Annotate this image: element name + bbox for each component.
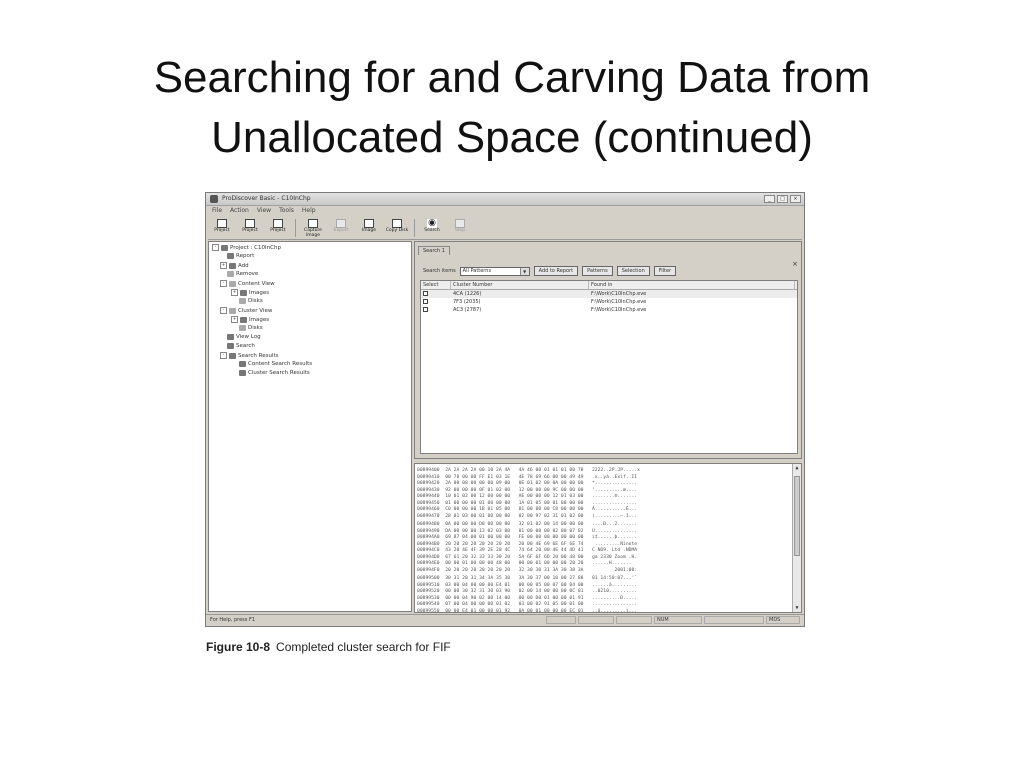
hex-block: 00899480 0A 00 00 00 D0 00 00 00 32 01 02 00 14 00 00 00 ....Ð...2....... 00899490 DA 00 00 00 13 02 03 00 01 00 00 00 02 00 07 02 Ú............... 008994A0 69 87 04 00 01 00 00 00 FE 00 00 00 00 00 00 00 i‡......þ....... 008994B0 20 20 20 20 20 20 20 20 20 00 4E 69 6E 6F 6E 74 .........Ninote 008994C0 43 20 4E 4F 39 2E 20 4C 74 64 20 00 4E 44 4D 41 C NO9. Ltd .NDMA 008994D0 67 61 20 32 33 33 30 20 5A 6F 6F 6D 20 00 48 00 ga 2330 Zoom .H. 008994E0 00 00 01 00 00 00 48 00 00 00 01 00 00 00 20 20 ......H....... 008994F0 20 20 20 20 20 20 20 20 32 30 30 31 3A 30 38 3A 2001:08: (417, 522, 638, 573)
status-bar (206, 614, 804, 626)
tree-item-search[interactable]: Search (227, 343, 255, 349)
figure-caption (206, 640, 451, 654)
menu-help[interactable]: Help (301, 207, 316, 214)
capture-image-icon (308, 219, 318, 228)
save-project-button[interactable]: Project (264, 217, 292, 239)
disk-icon (239, 298, 246, 304)
menu-file[interactable]: File (212, 207, 223, 214)
project-icon (221, 245, 228, 251)
tree-item-content-search-results[interactable]: Content Search Results (239, 361, 312, 367)
tree-item-report[interactable]: Report (227, 253, 254, 259)
row-checkbox[interactable] (423, 291, 428, 296)
status-mode: MDS (766, 616, 800, 624)
tree-item-add[interactable]: + Add (221, 262, 249, 269)
close-panel-icon[interactable]: × (792, 260, 798, 268)
toolbar (208, 217, 802, 240)
column-found-in[interactable]: Found in (589, 281, 795, 289)
maximize-button[interactable]: □ (777, 195, 788, 203)
export-icon (336, 219, 346, 228)
copy-disk-icon (392, 219, 402, 228)
tree-item-project[interactable]: - Project : C10InChp (212, 244, 281, 251)
report-icon (227, 253, 234, 259)
images-icon (240, 290, 247, 296)
tree-item-cluster-images[interactable]: + Images (232, 316, 270, 323)
column-select[interactable]: Select (421, 281, 451, 289)
open-project-button[interactable]: Project (236, 217, 264, 239)
found-in-cell: F:\Work\C10InChp.eve (591, 291, 647, 297)
vertical-scrollbar[interactable] (792, 464, 801, 612)
expand-icon[interactable]: + (221, 262, 226, 267)
slide-title (0, 48, 1024, 168)
collapse-icon[interactable]: - (220, 280, 227, 287)
folder-icon (229, 308, 236, 314)
status-num: NUM (654, 616, 702, 624)
search-panel (414, 241, 802, 459)
hex-view[interactable] (414, 463, 802, 613)
status-cell (704, 616, 764, 624)
capture-image-button[interactable]: Capture Image (299, 217, 327, 239)
tree-item-search-results[interactable]: - Search Results (220, 352, 279, 359)
row-checkbox[interactable] (423, 307, 428, 312)
remove-icon (227, 271, 234, 277)
menu-tools[interactable]: Tools (279, 207, 294, 214)
stop-icon (455, 219, 465, 228)
scroll-down-icon[interactable]: ▼ (795, 605, 799, 611)
status-cell (578, 616, 614, 624)
status-help-text: For Help, press F1 (210, 617, 256, 623)
collapse-icon[interactable]: - (220, 352, 227, 359)
found-in-cell: F:\Work\C10InChp.eve (591, 307, 647, 313)
collapse-icon[interactable]: - (220, 307, 227, 314)
tab-search-1[interactable]: Search 1 (418, 246, 450, 255)
stop-button[interactable]: Stop (446, 217, 474, 239)
save-project-icon (273, 219, 283, 228)
slide-title-line-1: Searching for and Carving Data from (153, 53, 871, 102)
table-row[interactable] (421, 298, 797, 306)
images-icon (240, 317, 247, 323)
menu-bar (206, 206, 804, 216)
tree-item-content-view[interactable]: - Content View (220, 280, 275, 287)
new-project-button[interactable]: Project (208, 217, 236, 239)
cluster-number-cell: 4CA (1226) (453, 291, 482, 297)
new-project-icon (217, 219, 227, 228)
results-icon (229, 353, 236, 359)
filter-button[interactable]: Filter (654, 266, 676, 276)
figure-caption-text: Completed cluster search for FIF (276, 640, 451, 654)
results-header (421, 281, 797, 290)
add-icon (229, 263, 236, 269)
title-bar (206, 193, 804, 206)
close-button[interactable]: × (790, 195, 801, 203)
expand-icon[interactable]: + (232, 316, 237, 321)
search-button[interactable]: ◉ Search (424, 218, 440, 233)
add-image-icon (364, 219, 374, 228)
toolbar-separator (295, 219, 296, 237)
tree-item-cluster-search-results[interactable]: Cluster Search Results (239, 370, 310, 376)
disk-icon (239, 325, 246, 331)
status-cell (546, 616, 576, 624)
log-icon (227, 334, 234, 340)
copy-disk-button[interactable]: Copy Disk (383, 217, 411, 239)
export-button[interactable]: Export (327, 217, 355, 239)
hex-block: 00899400 2A 2A 2A 2A 00 10 2A 4A 4A 46 00 01 01 01 00 78 2222..2P.JP.....x 00899410 00 78 00 00 FF E1 03 1E 4E 78 69 66 00 00 49 49 .x..yà..Exif..II 00899420 2A 00 08 00 00 00 09 00 0E 01 02 00 0A 00 00 00 *............... 00899430 92 00 00 00 0F 01 02 00 12 00 00 00 9C 00 00 00 ’..........œ.... 00899440 10 01 02 00 12 00 00 00 AE 00 00 00 12 01 03 00 ........®....... 00899450 01 00 00 00 01 00 00 00 1A 01 05 00 01 00 00 00 ................ 00899460 C0 00 00 00 1B 01 05 00 01 00 00 00 C8 00 00 00 À...........È... 00899470 28 01 03 00 01 00 00 00 02 00 97 02 31 01 02 00 (.........—.1... (417, 468, 640, 519)
patterns-button[interactable]: Patterns (582, 266, 613, 276)
results-table (420, 280, 798, 454)
row-checkbox[interactable] (423, 299, 428, 304)
binoculars-icon (227, 343, 234, 349)
menu-view[interactable]: View (256, 207, 272, 214)
prodiscover-window (205, 192, 805, 627)
collapse-icon[interactable]: - (212, 244, 219, 251)
window-controls (764, 195, 801, 203)
binoculars-icon (239, 361, 246, 367)
binoculars-icon (239, 370, 246, 376)
cluster-number-cell: 7F3 (2035) (453, 299, 481, 305)
table-row[interactable] (421, 290, 797, 298)
tree-item-content-images[interactable]: + Images (232, 289, 270, 296)
window-title: ProDiscover Basic - C10InChp (222, 195, 311, 202)
cluster-number-cell: AC3 (2787) (453, 307, 482, 313)
hex-block: 00899500 30 31 20 31 34 3A 35 30 3A 30 37 00 10 00 27 88 01 14:50:07...'ˆ 00899510 03 00 04 00 00 00 E4 01 00 00 05 00 07 00 04 00 ......ä......... 00899520 00 00 30 32 31 30 03 90 02 00 14 00 00 00 0C 01 ..0210.......... 00899530 00 00 04 90 02 00 14 00 00 00 D0 01 00 00 01 91 ..........Ð..... 00899540 07 00 04 00 00 00 01 02 03 00 02 91 05 00 01 00 ................ 00899550 00 00 E4 01 00 00 01 92 0A 00 01 00 00 00 EC 01 ..ä.........ì... (417, 576, 638, 613)
search-items-label: Search items (423, 268, 456, 274)
expand-icon[interactable]: + (232, 289, 237, 294)
found-in-cell: F:\Work\C10InChp.eve (591, 299, 647, 305)
scroll-up-icon[interactable]: ▲ (795, 465, 799, 471)
folder-icon (229, 281, 236, 287)
toolbar-separator (414, 219, 415, 237)
tree-item-cluster-disks[interactable]: Disks (239, 325, 263, 331)
scroll-thumb[interactable] (794, 476, 800, 556)
figure-label: Figure 10-8 (206, 640, 271, 654)
search-items-select[interactable]: All Patterns ▼ (460, 267, 530, 276)
tree-item-view-log[interactable]: View Log (227, 334, 261, 340)
app-icon (210, 195, 218, 203)
tree-item-content-disks[interactable]: Disks (239, 298, 263, 304)
project-tree (208, 241, 412, 612)
selection-button[interactable]: Selection (617, 266, 650, 276)
column-cluster-number[interactable]: Cluster Number (451, 281, 589, 289)
menu-action[interactable]: Action (230, 207, 249, 214)
status-cell (616, 616, 652, 624)
add-to-report-button[interactable]: Add to Report (534, 266, 578, 276)
chevron-down-icon[interactable]: ▼ (520, 268, 529, 275)
tree-item-cluster-view[interactable]: - Cluster View (220, 307, 272, 314)
binoculars-icon: ◉ (428, 218, 436, 228)
open-project-icon (245, 219, 255, 228)
slide-title-line-2: Unallocated Space (continued) (211, 113, 813, 162)
tree-item-remove[interactable]: Remove (227, 271, 258, 277)
table-row[interactable] (421, 306, 797, 314)
minimize-button[interactable]: _ (764, 195, 775, 203)
add-image-button[interactable]: Image (355, 217, 383, 239)
search-controls (423, 266, 676, 276)
